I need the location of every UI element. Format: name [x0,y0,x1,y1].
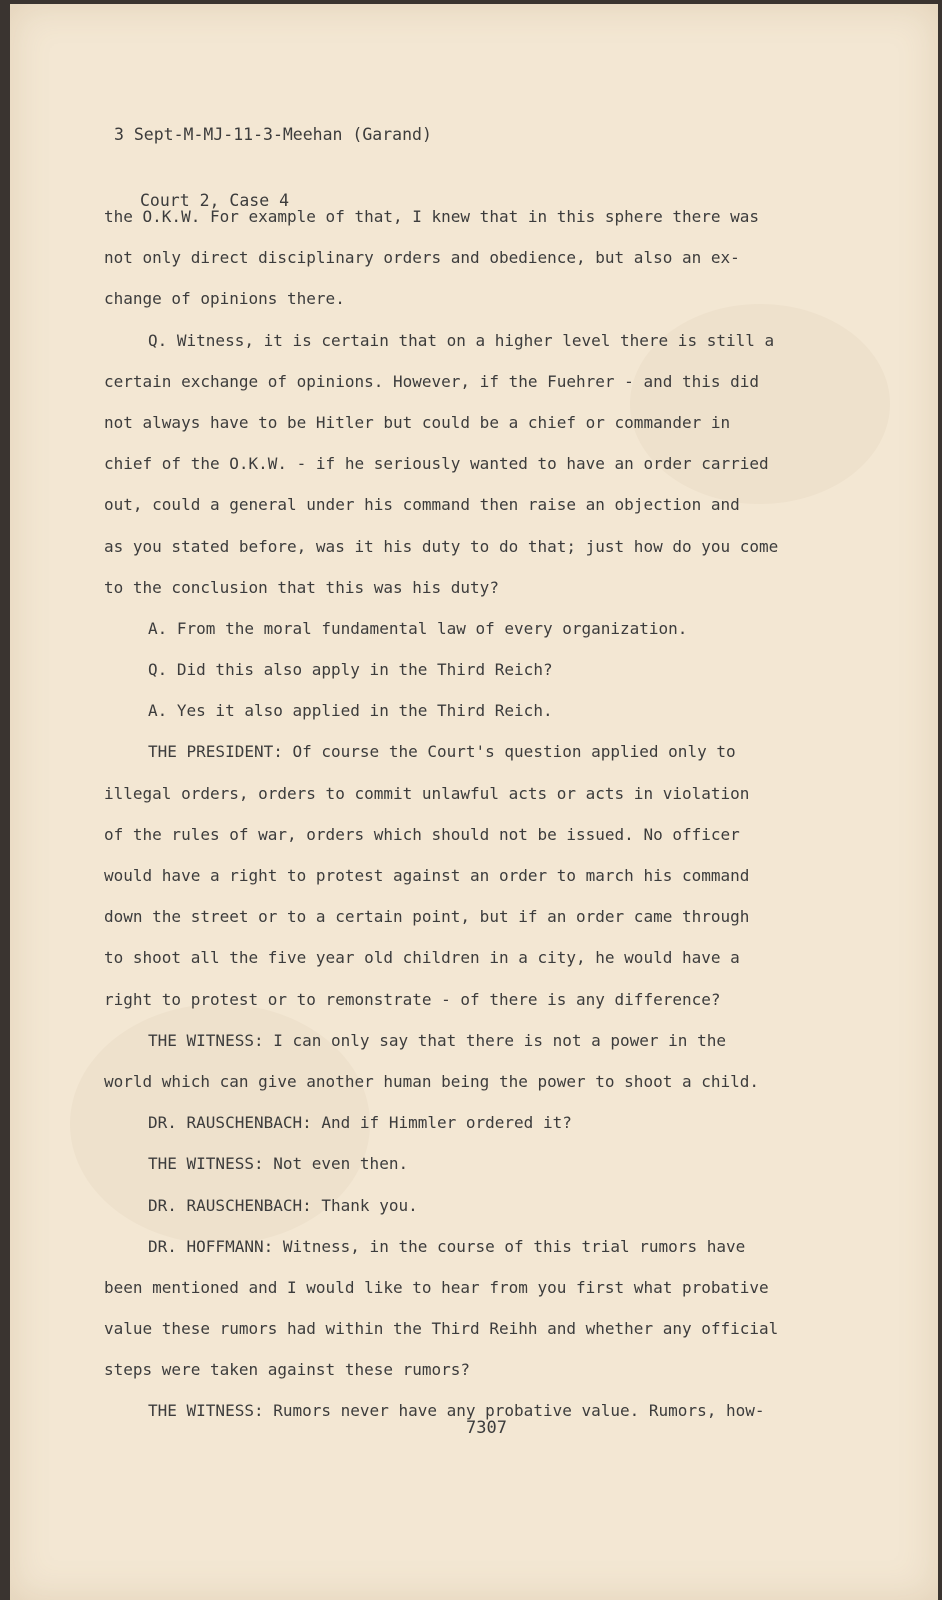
transcript-line: THE WITNESS: I can only say that there is not a power in the [148,1030,726,1050]
transcript-line: THE WITNESS: Not even then. [148,1154,409,1174]
transcript-line: THE WITNESS: Rumors never have any probative value. Rumors, how- [148,1401,765,1421]
transcript-line: to shoot all the five year old children in a city, he would have a [104,948,740,968]
transcript-line: THE PRESIDENT: Of course the Court's question applied only to [148,742,736,762]
transcript-line: not always have to be Hitler but could be a chief or commander in [104,412,731,432]
transcript-line: as you stated before, was it his duty to do that; just how do you come [104,536,779,556]
transcript-line: would have a right to protest against an order to march his command [104,866,750,885]
transcript-line: illegal orders, orders to commit unlawful acts or acts in violation [104,783,750,803]
transcript-line: right to protest or to remonstrate - of there is any difference? [104,989,721,1009]
transcript-body [104,196,844,1432]
transcript-line: A. Yes it also applied in the Third Reich. [148,701,553,721]
transcript-line: certain exchange of opinions. However, if the Fuehrer - and this did [104,371,760,391]
page-number: 7307 [466,1418,507,1438]
transcript-line: chief of the O.K.W. - if he seriously wanted to have an order carried [104,454,769,474]
transcript-line: been mentioned and I would like to hear from you first what probative [104,1277,769,1297]
transcript-line: A. From the moral fundamental law of every organization. [148,618,688,638]
transcript-line: DR. HOFFMANN: Witness, in the course of this trial rumors have [148,1236,746,1256]
transcript-line: the O.K.W. For example of that, I knew that in this sphere there was [104,207,760,226]
transcript-line: DR. RAUSCHENBACH: Thank you. [148,1195,418,1215]
transcript-line: down the street or to a certain point, but if an order came through [104,907,750,927]
transcript-line: Q. Witness, it is certain that on a higher level there is still a [148,330,775,350]
transcript-line: DR. RAUSCHENBACH: And if Himmler ordered it? [148,1113,572,1133]
transcript-line: not only direct disciplinary orders and obedience, but also an ex- [104,248,740,268]
transcript-line: to the conclusion that this was his duty? [104,577,499,597]
header-reference: 3 Sept-M-MJ-11-3-Meehan (Garand) [114,125,432,144]
transcript-line: world which can give another human being the power to shoot a child. [104,1071,760,1091]
transcript-line: Q. Did this also apply in the Third Reich? [148,660,553,680]
transcript-line: of the rules of war, orders which should not be issued. No officer [104,824,740,844]
transcript-line: change of opinions there. [104,289,345,309]
document-page [10,4,938,1600]
transcript-line: out, could a general under his command then raise an objection and [104,495,740,515]
transcript-line: value these rumors had within the Third Reihh and whether any official [104,1319,779,1339]
transcript-line: steps were taken against these rumors? [104,1360,471,1380]
header-court-case: Court 2, Case 4 [140,191,290,210]
